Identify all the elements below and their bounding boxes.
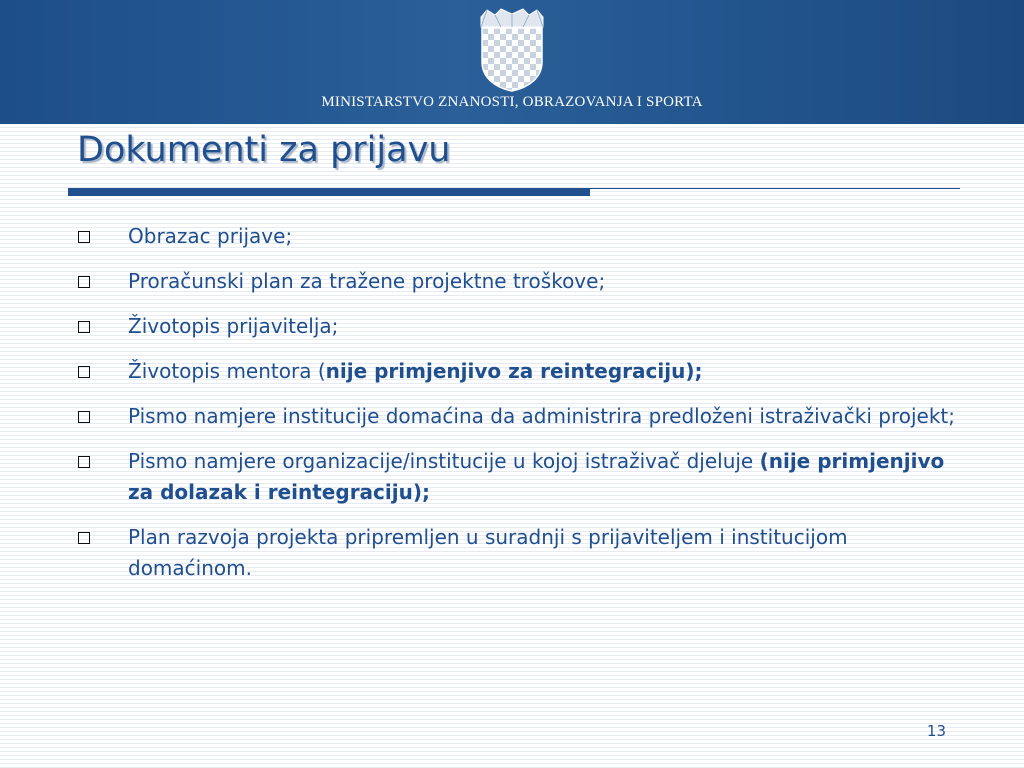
list-item — [74, 311, 974, 342]
list-item-text: Pismo namjere institucije domaćina da administrira predloženi istraživački projekt; — [128, 404, 955, 428]
ministry-name: MINISTARSTVO ZNANOSTI, OBRAZOVANJA I SPORTA — [321, 94, 703, 110]
list-item-text: Životopis prijavitelja; — [128, 314, 339, 338]
title-underline-thick — [68, 188, 590, 196]
hollow-square-bullet-icon — [78, 411, 90, 423]
list-item — [74, 446, 974, 508]
list-item — [74, 266, 974, 297]
list-item-bold-text: (nije primjenjivo za dolazak i reintegraciju); — [128, 449, 945, 504]
document-list — [74, 221, 974, 598]
list-item — [74, 356, 974, 387]
hollow-square-bullet-icon — [78, 532, 90, 544]
list-item — [74, 522, 974, 584]
croatian-coat-of-arms-icon — [478, 6, 546, 92]
list-item-text: Životopis mentora ( — [128, 359, 326, 383]
list-item-text: Plan razvoja projekta pripremljen u suradnji s prijaviteljem i institucijom domaćinom. — [128, 525, 848, 580]
title-underline-thin — [590, 188, 960, 189]
list-item — [74, 221, 974, 252]
list-item-bold-text: nije primjenjivo za reintegraciju); — [325, 359, 703, 383]
list-item-text: Obrazac prijave; — [128, 224, 293, 248]
hollow-square-bullet-icon — [78, 321, 90, 333]
hollow-square-bullet-icon — [78, 366, 90, 378]
list-item — [74, 401, 974, 432]
slide-number: 13 — [926, 722, 946, 740]
list-item-text: Proračunski plan za tražene projektne troškove; — [128, 269, 606, 293]
slide-title: Dokumenti za prijavu — [77, 130, 451, 170]
list-item-text: Pismo namjere organizacije/institucije u kojoj istraživač djeluje — [128, 449, 760, 473]
header-banner — [0, 0, 1024, 124]
hollow-square-bullet-icon — [78, 231, 90, 243]
hollow-square-bullet-icon — [78, 276, 90, 288]
hollow-square-bullet-icon — [78, 456, 90, 468]
